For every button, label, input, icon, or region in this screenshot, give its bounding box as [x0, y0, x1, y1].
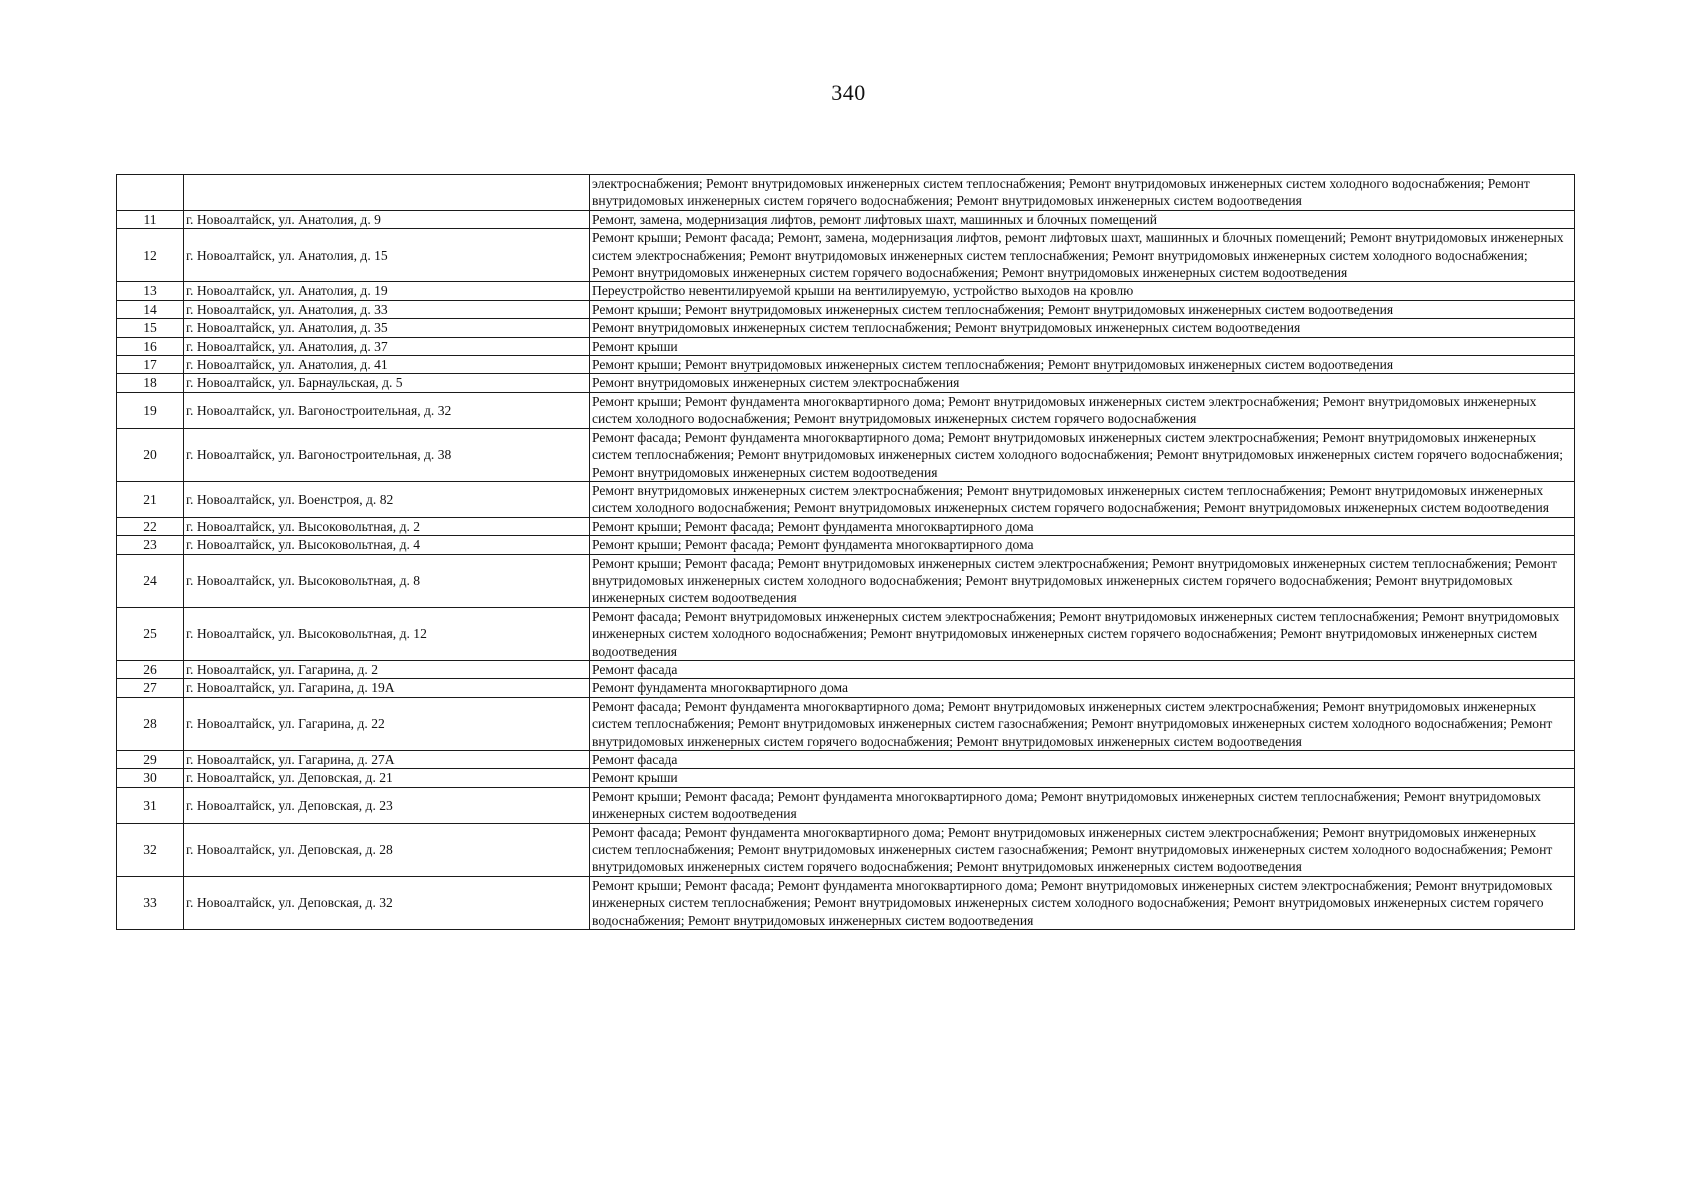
row-number: 20	[117, 428, 184, 481]
row-address: г. Новоалтайск, ул. Высоковольтная, д. 2	[184, 517, 590, 535]
row-number: 11	[117, 210, 184, 228]
row-works: Ремонт фасада	[590, 660, 1575, 678]
row-number: 32	[117, 823, 184, 876]
row-number: 31	[117, 787, 184, 823]
row-number: 17	[117, 356, 184, 374]
row-address: г. Новоалтайск, ул. Анатолия, д. 19	[184, 282, 590, 300]
row-address: г. Новоалтайск, ул. Деповская, д. 21	[184, 769, 590, 787]
table-row	[117, 282, 1575, 300]
row-address: г. Новоалтайск, ул. Анатолия, д. 41	[184, 356, 590, 374]
table-row	[117, 751, 1575, 769]
table-row	[117, 374, 1575, 392]
row-works: Ремонт фасада; Ремонт фундамента многоквартирного дома; Ремонт внутридомовых инженерных систем электроснабжения; Ремонт внутридомовых инженерных систем теплоснабжения; Ремонт внутридомовых инженерных систем газоснабжения; Ремонт внутридомовых инженерных систем холодного водоснабжения; Ремонт внутридомовых инженерных систем горячего водоснабжения; Ремонт внутридомовых инженерных систем водоотведения	[590, 697, 1575, 750]
table-row	[117, 481, 1575, 517]
row-works: Ремонт, замена, модернизация лифтов, ремонт лифтовых шахт, машинных и блочных помещений	[590, 210, 1575, 228]
table-row	[117, 697, 1575, 750]
table-row	[117, 319, 1575, 337]
row-number: 13	[117, 282, 184, 300]
row-address: г. Новоалтайск, ул. Высоковольтная, д. 4	[184, 536, 590, 554]
row-address: г. Новоалтайск, ул. Гагарина, д. 19А	[184, 679, 590, 697]
row-number: 18	[117, 374, 184, 392]
row-address: г. Новоалтайск, ул. Анатолия, д. 37	[184, 337, 590, 355]
row-works: Ремонт крыши; Ремонт внутридомовых инженерных систем теплоснабжения; Ремонт внутридомовых инженерных систем водоотведения	[590, 356, 1575, 374]
row-address: г. Новоалтайск, ул. Высоковольтная, д. 12	[184, 607, 590, 660]
row-works: Ремонт крыши; Ремонт внутридомовых инженерных систем теплоснабжения; Ремонт внутридомовых инженерных систем водоотведения	[590, 300, 1575, 318]
row-works: Ремонт фасада; Ремонт внутридомовых инженерных систем электроснабжения; Ремонт внутридомовых инженерных систем теплоснабжения; Ремонт внутридомовых инженерных систем холодного водоснабжения; Ремонт внутридомовых инженерных систем горячего водоснабжения; Ремонт внутридомовых инженерных систем водоотведения	[590, 607, 1575, 660]
table-row	[117, 536, 1575, 554]
table-row	[117, 300, 1575, 318]
row-works: Ремонт крыши; Ремонт фундамента многоквартирного дома; Ремонт внутридомовых инженерных систем электроснабжения; Ремонт внутридомовых инженерных систем холодного водоснабжения; Ремонт внутридомовых инженерных систем горячего водоснабжения	[590, 392, 1575, 428]
row-works: Ремонт крыши	[590, 337, 1575, 355]
row-number: 30	[117, 769, 184, 787]
row-number: 33	[117, 876, 184, 929]
row-address: г. Новоалтайск, ул. Анатолия, д. 15	[184, 229, 590, 282]
table-row	[117, 679, 1575, 697]
table-row	[117, 428, 1575, 481]
row-works: Ремонт крыши	[590, 769, 1575, 787]
row-address: г. Новоалтайск, ул. Вагоностроительная, д. 32	[184, 392, 590, 428]
row-address: г. Новоалтайск, ул. Гагарина, д. 22	[184, 697, 590, 750]
row-works: Ремонт внутридомовых инженерных систем электроснабжения; Ремонт внутридомовых инженерных систем теплоснабжения; Ремонт внутридомовых инженерных систем холодного водоснабжения; Ремонт внутридомовых инженерных систем горячего водоснабжения; Ремонт внутридомовых инженерных систем водоотведения	[590, 481, 1575, 517]
row-number: 22	[117, 517, 184, 535]
row-works: Ремонт внутридомовых инженерных систем электроснабжения	[590, 374, 1575, 392]
table-row	[117, 660, 1575, 678]
row-address: г. Новоалтайск, ул. Анатолия, д. 9	[184, 210, 590, 228]
row-works: Ремонт крыши; Ремонт фасада; Ремонт внутридомовых инженерных систем электроснабжения; Ремонт внутридомовых инженерных систем теплоснабжения; Ремонт внутридомовых инженерных систем холодного водоснабжения; Ремонт внутридомовых инженерных систем горячего водоснабжения; Ремонт внутридомовых инженерных систем водоотведения	[590, 554, 1575, 607]
row-works: электроснабжения; Ремонт внутридомовых инженерных систем теплоснабжения; Ремонт внутридомовых инженерных систем холодного водоснабжения; Ремонт внутридомовых инженерных систем горячего водоснабжения; Ремонт внутридомовых инженерных систем водоотведения	[590, 175, 1575, 211]
table-row	[117, 787, 1575, 823]
table-row	[117, 229, 1575, 282]
row-works: Ремонт крыши; Ремонт фасада; Ремонт фундамента многоквартирного дома; Ремонт внутридомовых инженерных систем электроснабжения; Ремонт внутридомовых инженерных систем теплоснабжения; Ремонт внутридомовых инженерных систем холодного водоснабжения; Ремонт внутридомовых инженерных систем горячего водоснабжения; Ремонт внутридомовых инженерных систем водоотведения	[590, 876, 1575, 929]
row-works: Ремонт внутридомовых инженерных систем теплоснабжения; Ремонт внутридомовых инженерных систем водоотведения	[590, 319, 1575, 337]
table-row	[117, 392, 1575, 428]
row-number: 12	[117, 229, 184, 282]
table-row	[117, 337, 1575, 355]
table-row	[117, 175, 1575, 211]
row-address: г. Новоалтайск, ул. Вагоностроительная, д. 38	[184, 428, 590, 481]
row-works: Ремонт фундамента многоквартирного дома	[590, 679, 1575, 697]
row-number: 29	[117, 751, 184, 769]
row-address: г. Новоалтайск, ул. Анатолия, д. 35	[184, 319, 590, 337]
row-address: г. Новоалтайск, ул. Деповская, д. 28	[184, 823, 590, 876]
row-number: 26	[117, 660, 184, 678]
table-row	[117, 356, 1575, 374]
row-number: 25	[117, 607, 184, 660]
table-body	[117, 175, 1575, 930]
row-works: Ремонт крыши; Ремонт фасада; Ремонт фундамента многоквартирного дома	[590, 536, 1575, 554]
row-number: 27	[117, 679, 184, 697]
row-address: г. Новоалтайск, ул. Анатолия, д. 33	[184, 300, 590, 318]
row-works: Ремонт фасада	[590, 751, 1575, 769]
table-row	[117, 823, 1575, 876]
table-row	[117, 876, 1575, 929]
row-number: 16	[117, 337, 184, 355]
row-number: 19	[117, 392, 184, 428]
repair-works-table	[116, 174, 1575, 930]
row-number: 15	[117, 319, 184, 337]
table-row	[117, 607, 1575, 660]
row-works: Ремонт фасада; Ремонт фундамента многоквартирного дома; Ремонт внутридомовых инженерных систем электроснабжения; Ремонт внутридомовых инженерных систем теплоснабжения; Ремонт внутридомовых инженерных систем газоснабжения; Ремонт внутридомовых инженерных систем холодного водоснабжения; Ремонт внутридомовых инженерных систем горячего водоснабжения; Ремонт внутридомовых инженерных систем водоотведения	[590, 823, 1575, 876]
row-address	[184, 175, 590, 211]
row-works: Ремонт крыши; Ремонт фасада; Ремонт, замена, модернизация лифтов, ремонт лифтовых шахт, машинных и блочных помещений; Ремонт внутридомовых инженерных систем электроснабжения; Ремонт внутридомовых инженерных систем теплоснабжения; Ремонт внутридомовых инженерных систем холодного водоснабжения; Ремонт внутридомовых инженерных систем горячего водоснабжения; Ремонт внутридомовых инженерных систем водоотведения	[590, 229, 1575, 282]
row-address: г. Новоалтайск, ул. Гагарина, д. 27А	[184, 751, 590, 769]
row-works: Переустройство невентилируемой крыши на вентилируемую, устройство выходов на кровлю	[590, 282, 1575, 300]
row-works: Ремонт крыши; Ремонт фасада; Ремонт фундамента многоквартирного дома; Ремонт внутридомовых инженерных систем теплоснабжения; Ремонт внутридомовых инженерных систем водоотведения	[590, 787, 1575, 823]
page-number: 340	[831, 80, 866, 105]
row-address: г. Новоалтайск, ул. Барнаульская, д. 5	[184, 374, 590, 392]
row-works: Ремонт фасада; Ремонт фундамента многоквартирного дома; Ремонт внутридомовых инженерных систем электроснабжения; Ремонт внутридомовых инженерных систем теплоснабжения; Ремонт внутридомовых инженерных систем холодного водоснабжения; Ремонт внутридомовых инженерных систем горячего водоснабжения; Ремонт внутридомовых инженерных систем водоотведения	[590, 428, 1575, 481]
row-number: 24	[117, 554, 184, 607]
row-address: г. Новоалтайск, ул. Деповская, д. 23	[184, 787, 590, 823]
row-address: г. Новоалтайск, ул. Военстроя, д. 82	[184, 481, 590, 517]
table-row	[117, 210, 1575, 228]
row-address: г. Новоалтайск, ул. Гагарина, д. 2	[184, 660, 590, 678]
row-number: 21	[117, 481, 184, 517]
row-number: 14	[117, 300, 184, 318]
table-row	[117, 769, 1575, 787]
row-address: г. Новоалтайск, ул. Деповская, д. 32	[184, 876, 590, 929]
table-row	[117, 554, 1575, 607]
row-address: г. Новоалтайск, ул. Высоковольтная, д. 8	[184, 554, 590, 607]
row-number: 28	[117, 697, 184, 750]
row-number: 23	[117, 536, 184, 554]
table-row	[117, 517, 1575, 535]
row-works: Ремонт крыши; Ремонт фасада; Ремонт фундамента многоквартирного дома	[590, 517, 1575, 535]
row-number	[117, 175, 184, 211]
